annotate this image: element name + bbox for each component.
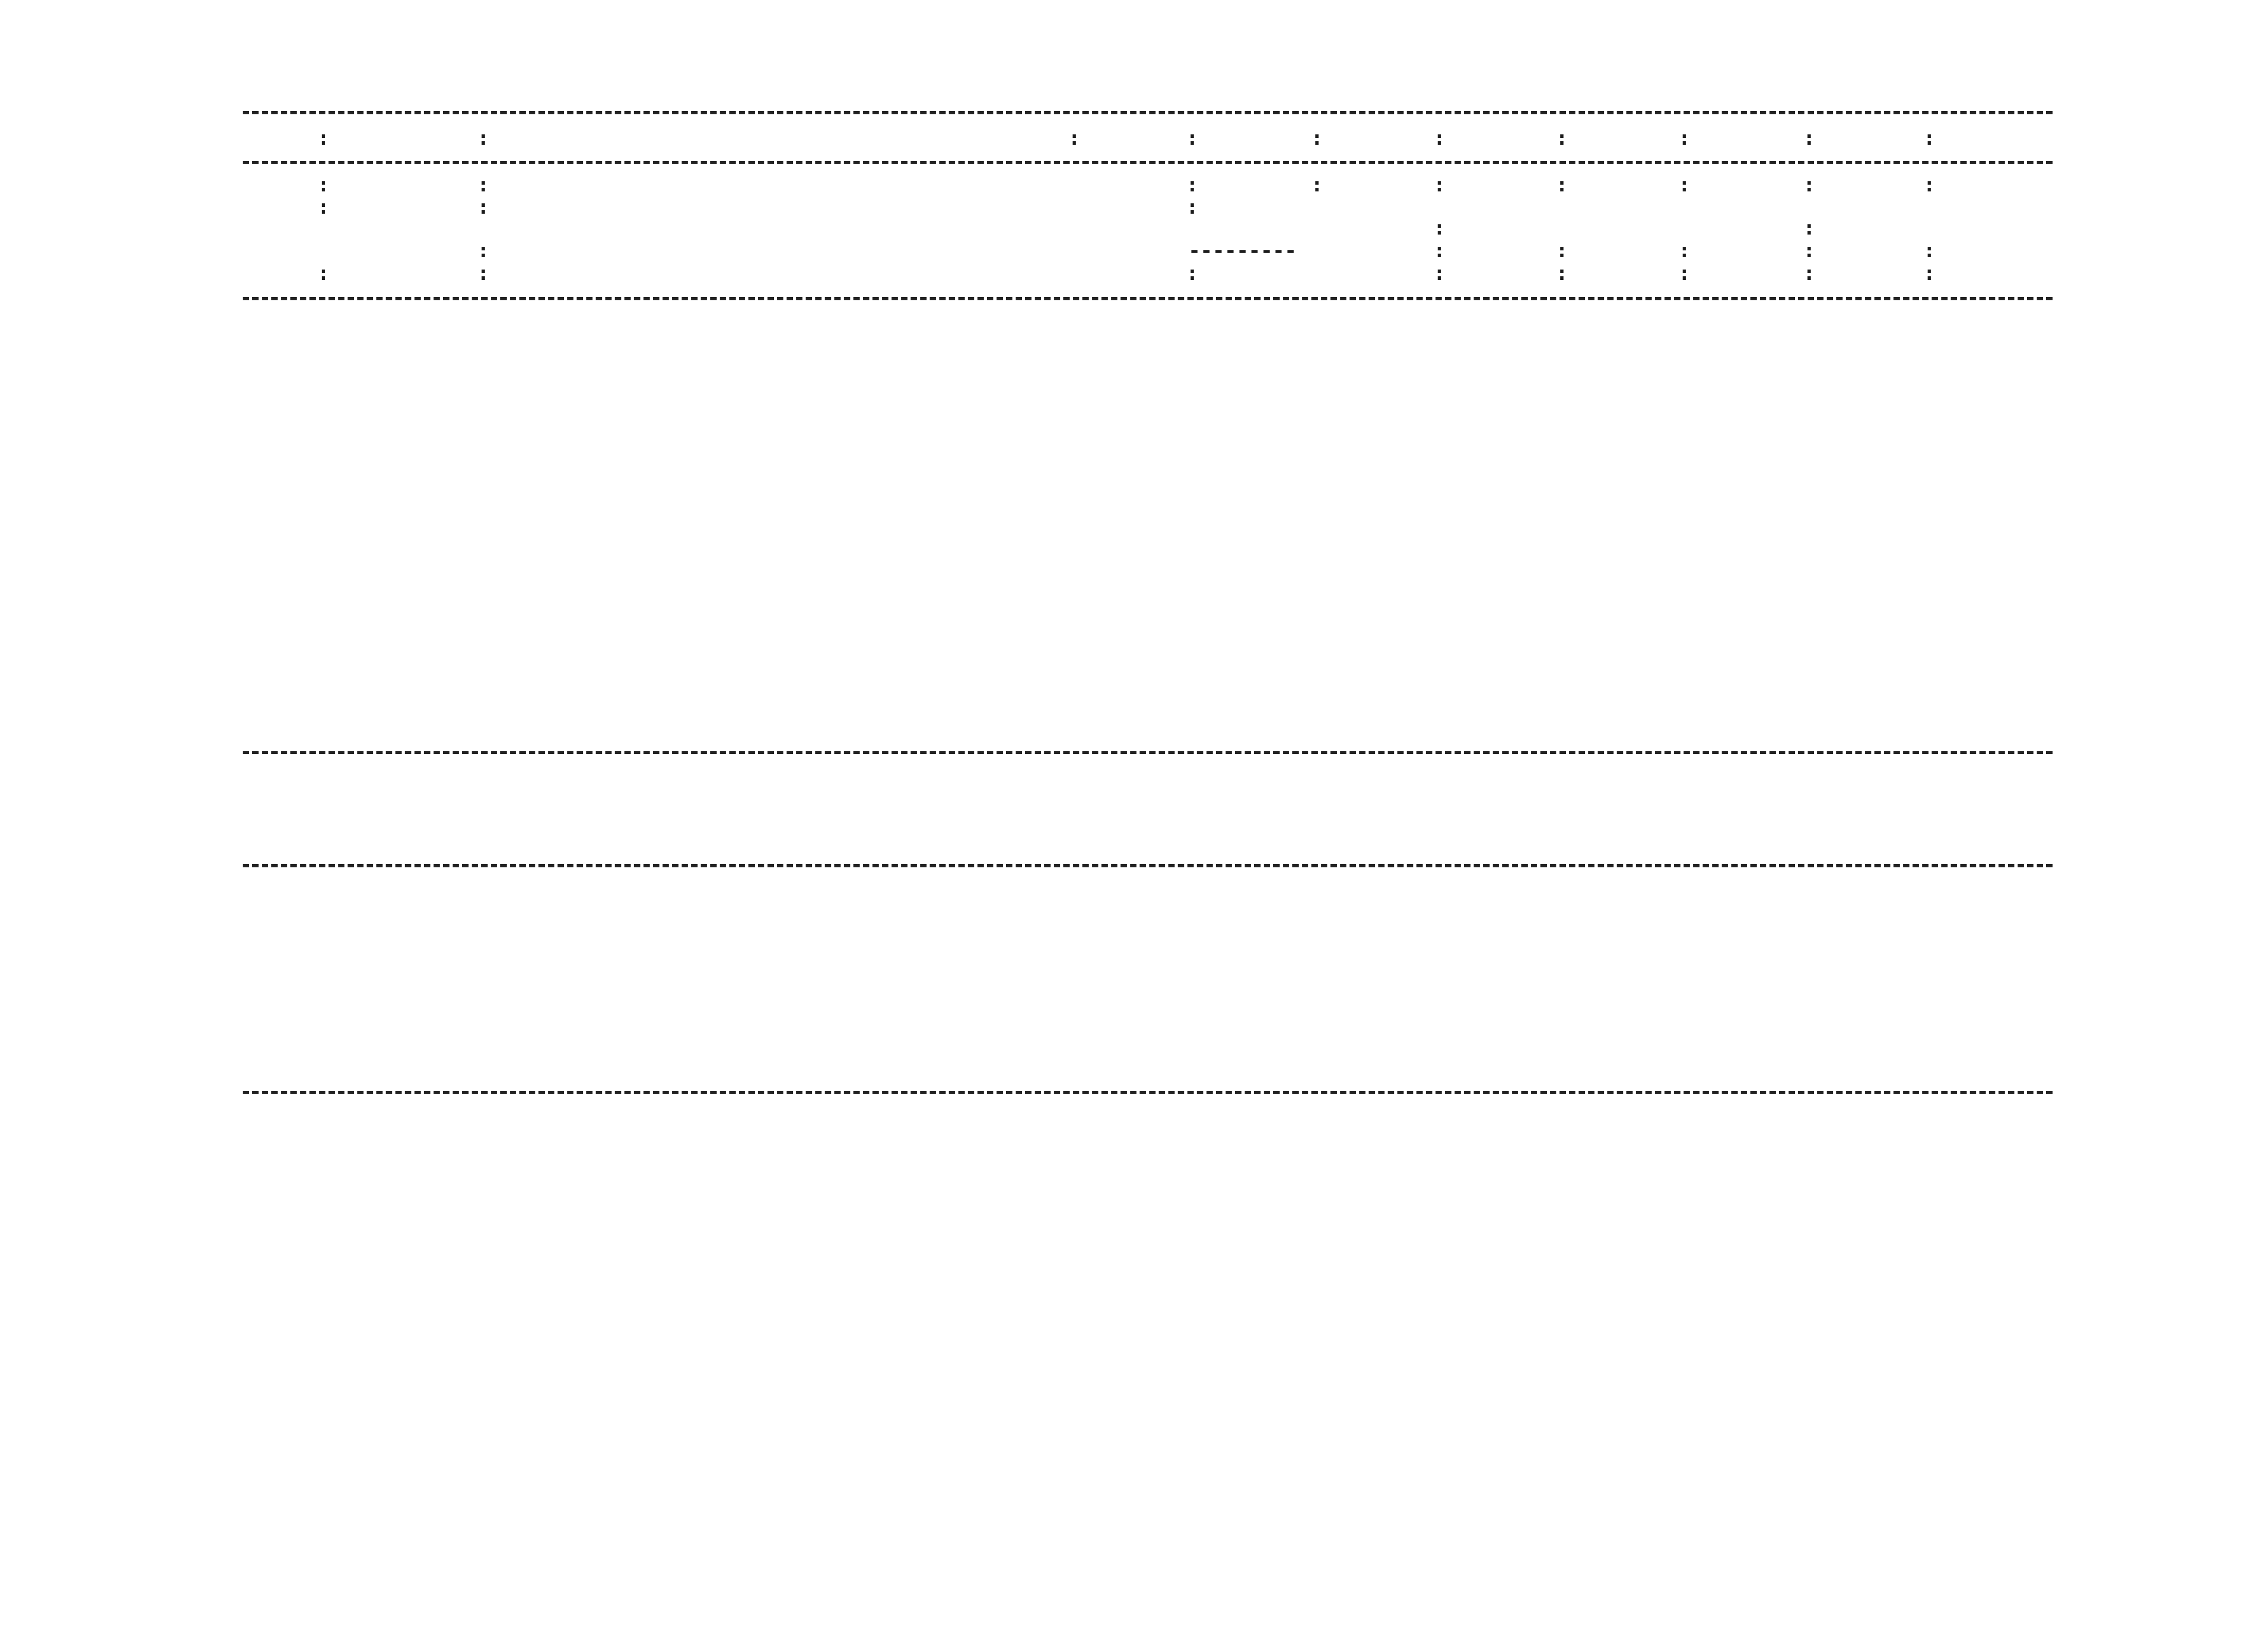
column-divider: : xyxy=(318,127,330,150)
column-divider: : xyxy=(1803,239,1815,262)
column-divider: : xyxy=(1186,196,1198,219)
column-divider: : xyxy=(1311,173,1323,196)
column-divider: : xyxy=(1556,127,1568,150)
column-divider: : xyxy=(1311,127,1323,150)
separator-line xyxy=(243,161,2053,164)
price-underline: --------- xyxy=(1188,239,1297,262)
column-divider: : xyxy=(1433,239,1446,262)
column-divider: : xyxy=(1803,173,1815,196)
column-divider: : xyxy=(477,127,489,150)
column-divider: : xyxy=(1068,127,1080,150)
column-divider: : xyxy=(477,173,489,196)
column-divider: : xyxy=(1186,127,1198,150)
column-divider: : xyxy=(1556,239,1568,262)
column-divider: : xyxy=(1923,173,1936,196)
column-divider: : xyxy=(1923,127,1936,150)
separator-line xyxy=(243,297,2053,300)
separator-line xyxy=(243,1091,2053,1094)
separator-line xyxy=(243,751,2053,754)
column-divider: : xyxy=(477,239,489,262)
column-divider: : xyxy=(318,262,330,285)
column-divider: : xyxy=(1186,173,1198,196)
column-divider: : xyxy=(1433,173,1446,196)
column-divider: : xyxy=(1556,262,1568,285)
column-divider: : xyxy=(1186,262,1198,285)
column-divider: : xyxy=(1433,262,1446,285)
column-divider: : xyxy=(1433,127,1446,150)
column-divider: : xyxy=(318,196,330,219)
column-divider: : xyxy=(1678,262,1691,285)
column-divider: : xyxy=(318,173,330,196)
separator-line xyxy=(243,864,2053,867)
column-divider: : xyxy=(1923,262,1936,285)
column-divider: : xyxy=(477,262,489,285)
column-divider: : xyxy=(1803,262,1815,285)
column-divider: : xyxy=(1678,239,1691,262)
column-divider: : xyxy=(1433,216,1446,240)
column-divider: : xyxy=(1923,239,1936,262)
column-divider: : xyxy=(477,196,489,219)
column-divider: : xyxy=(1803,216,1815,240)
separator-line xyxy=(243,111,2053,114)
column-divider: : xyxy=(1803,127,1815,150)
column-divider: : xyxy=(1556,173,1568,196)
column-divider: : xyxy=(1678,127,1691,150)
column-divider: : xyxy=(1678,173,1691,196)
